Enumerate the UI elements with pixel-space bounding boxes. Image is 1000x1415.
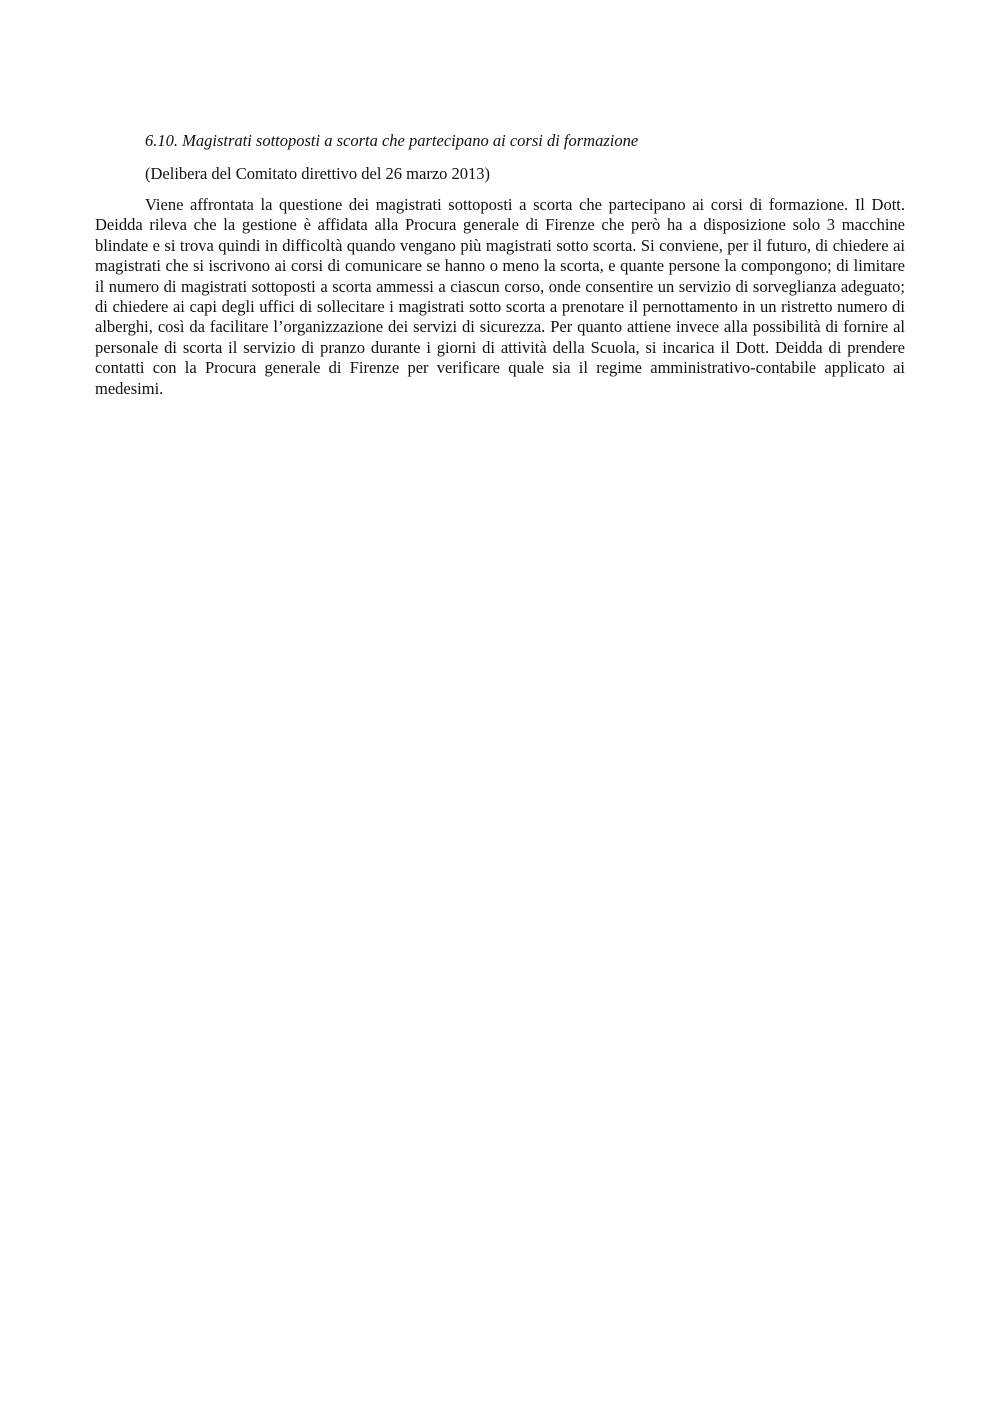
document-content xyxy=(95,128,905,399)
section-heading: 6.10. Magistrati sottoposti a scorta che partecipano ai corsi di formazione xyxy=(145,131,639,150)
delibera-reference: (Delibera del Comitato direttivo del 26 marzo 2013) xyxy=(145,164,491,183)
body-paragraph: Viene affrontata la questione dei magistrati sottoposti a scorta che partecipano ai corsi di formazione. Il Dott. Deidda rileva che la gestione è affidata alla Procura generale di Firenze che però ha a disposizione solo 3 macchine blindate e si trova quindi in difficoltà quando vengano più magistrati sotto scorta. Si conviene, per il futuro, di chiedere ai magistrati che si iscrivono ai corsi di comunicare se hanno o meno la scorta, e quante persone la compongono; di limitare il numero di magistrati sottoposti a scorta ammessi a ciascun corso, onde consentire un servizio di sorveglianza adeguato; di chiedere ai capi degli uffici di sollecitare i magistrati sotto scorta a prenotare il pernottamento in un ristretto numero di alberghi, così da facilitare l’organizzazione dei servizi di sicurezza. Per quanto attiene invece alla possibilità di fornire al personale di scorta il servizio di pranzo durante i giorni di attività della Scuola, si incarica il Dott. Deidda di prendere contatti con la Procura generale di Firenze per verificare quale sia il regime amministrativo-contabile applicato ai medesimi. xyxy=(95,195,905,398)
